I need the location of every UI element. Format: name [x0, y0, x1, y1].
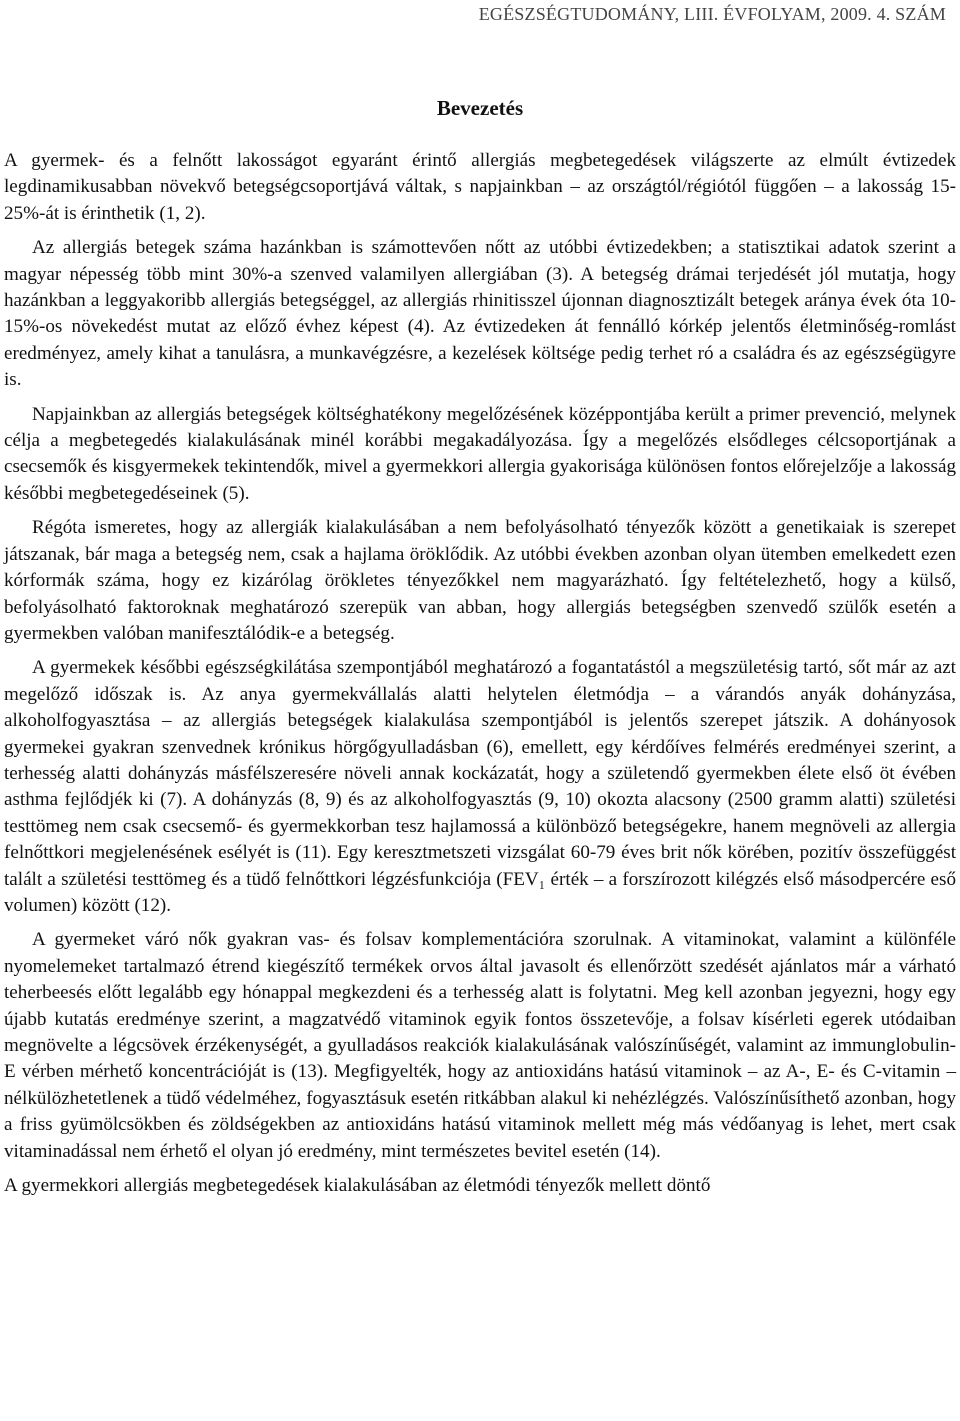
paragraph-intro: A gyermek- és a felnőtt lakosságot egyaránt érintő allergiás megbetegedések világszerte az elmúlt évtizedek legdinamikusabban növekvő betegségcsoportjává váltak, s napjainkban – az országtól/régiótól függően – a lakosság 15-25%-át is érinthetik (1, 2). — [4, 150, 956, 224]
paragraph-prevalence: Az allergiás betegek száma hazánkban is számottevően nőtt az utóbbi évtizedekben; a statisztikai adatok szerint a magyar népesség több mint 30%-a szenved valamilyen allergiában (3). A betegség drámai terjedését jól mutatja, hogy hazánkban a leggyakoribb allergiás betegséggel, az allergiás rhinitisszel újonnan diagnosztizált betegek aránya évek óta 10-15%-os növekedést mutat az előző évhez képest (4). Az évtizedeken át fennálló kórkép jelentős életminőség-romlást eredményez, amely kihat a tanulásra, a munkavégzésre, a kezelések költsége pedig terhet ró a családra és az egészségügyre is. — [4, 237, 956, 391]
paragraph-genetics: Régóta ismeretes, hogy az allergiák kialakulásában a nem befolyásolható tényezők között a genetikaiak is szerepet játszanak, bár maga a betegség nem, csak a hajlama öröklődik. Az utóbbi években azonban olyan ütemben emelkedett ezen kórformák száma, hogy ez kizárólag örökletes tényezőkkel nem magyarázható. Így feltételezhető, hogy a külső, befolyásolható faktoroknak meghatározó szerepük van abban, hogy allergiás betegségben szenvedő szülők esetén a gyermekben valóban manifesztálódik-e a betegség. — [4, 517, 956, 644]
paragraph-pregnancy: A gyermekek későbbi egészségkilátása szempontjából meghatározó a fogantatástól a megszületésig tartó, sőt már az azt megelőző időszak is. Az anya gyermekvállalás alatti helytelen életmódja – a várandós anyák dohányzása, alkoholfogyasztása – az allergiás betegségek kialakulása szempontjából is jelentős szerepet játszik. A dohányosok gyermekei gyakran szenvednek krónikus hörgőgyulladásban (6), emellett, egy kérdőíves felmérés eredményei szerint, a terhesség alatti dohányzás másfélszeresére növeli annak kockázatát, hogy a születendő gyermekben élete első öt évében asthma fejlődjék ki (7). A dohányzás (8, 9) és az alkoholfogyasztás (9, 10) okozta alacsony (2500 gramm alatti) születési testtömeg nem csak csecsemő- és gyermekkorban tesz hajlamossá a különböző betegségekre, hanem megnöveli az allergia felnőttkori megjelenésének esélyét is (11). Egy keresztmetszeti vizsgálat 60-79 éves brit nők körében, pozitív összefüggést talált a születési testtömeg és a tüdő felnőttkori légzésfunkciója (FEV₁ érték – a forszírozott kilégzés első másodpercére eső volumen) között (12). — [4, 657, 956, 916]
paragraph-prevention: Napjainkban az allergiás betegségek költséghatékony megelőzésének középpontjába került a primer prevenció, melynek célja a megbetegedés kialakulásának minél korábbi megakadályozása. Így a megelőzés elsődleges célcsoportjának a csecsemők és kisgyermekek tekintendők, mivel a gyermekkori allergia gyakorisága különösen fontos előrejelzője a lakosság későbbi megbetegedéseinek (5). — [4, 403, 956, 504]
article-body — [4, 148, 956, 1207]
running-header: EGÉSZSÉGTUDOMÁNY, LIII. ÉVFOLYAM, 2009. 4. SZÁM — [478, 4, 946, 24]
paragraph-continuation: A gyermekkori allergiás megbetegedések kialakulásában az életmódi tényezők mellett döntő — [4, 1175, 711, 1197]
section-title: Bevezetés — [436, 96, 524, 120]
paragraph-vitamins: A gyermeket váró nők gyakran vas- és folsav komplementációra szorulnak. A vitaminokat, valamint a különféle nyomelemeket tartalmazó étrend kiegészítő termékek orvos által javasolt és ellenőrzött szedését ajánlatos már a várható teherbeesés előtt legalább egy hónappal megkezdeni és a terhesség alatt is folytatni. Meg kell azonban jegyezni, hogy egy újabb kutatás eredménye szerint, a magzatvédő vitaminok egyik fontos összetevője, a folsav kísérleti egerek utódaiban megnövelte a légcsövek érzékenységét, a gyulladásos reakciók kialakulásának valószínűségét, valamint az immunglobulin-E vérben mérhető koncentrációját is (13). Megfigyelték, hogy az antioxidáns hatású vitaminok – az A-, E- és C-vitamin – nélkülözhetetlenek a tüdő védelméhez, fogyasztásuk esetén ritkábban alakul ki nehézlégzés. Valószínűsíthető azonban, hogy a friss gyümölcsökben és zöldségekben az antioxidáns hatású vitaminok mellett még más védőanyag is lehet, mert csak vitaminadással nem érhető el olyan jó eredmény, mint természetes bevitel esetén (14). — [4, 929, 956, 1162]
